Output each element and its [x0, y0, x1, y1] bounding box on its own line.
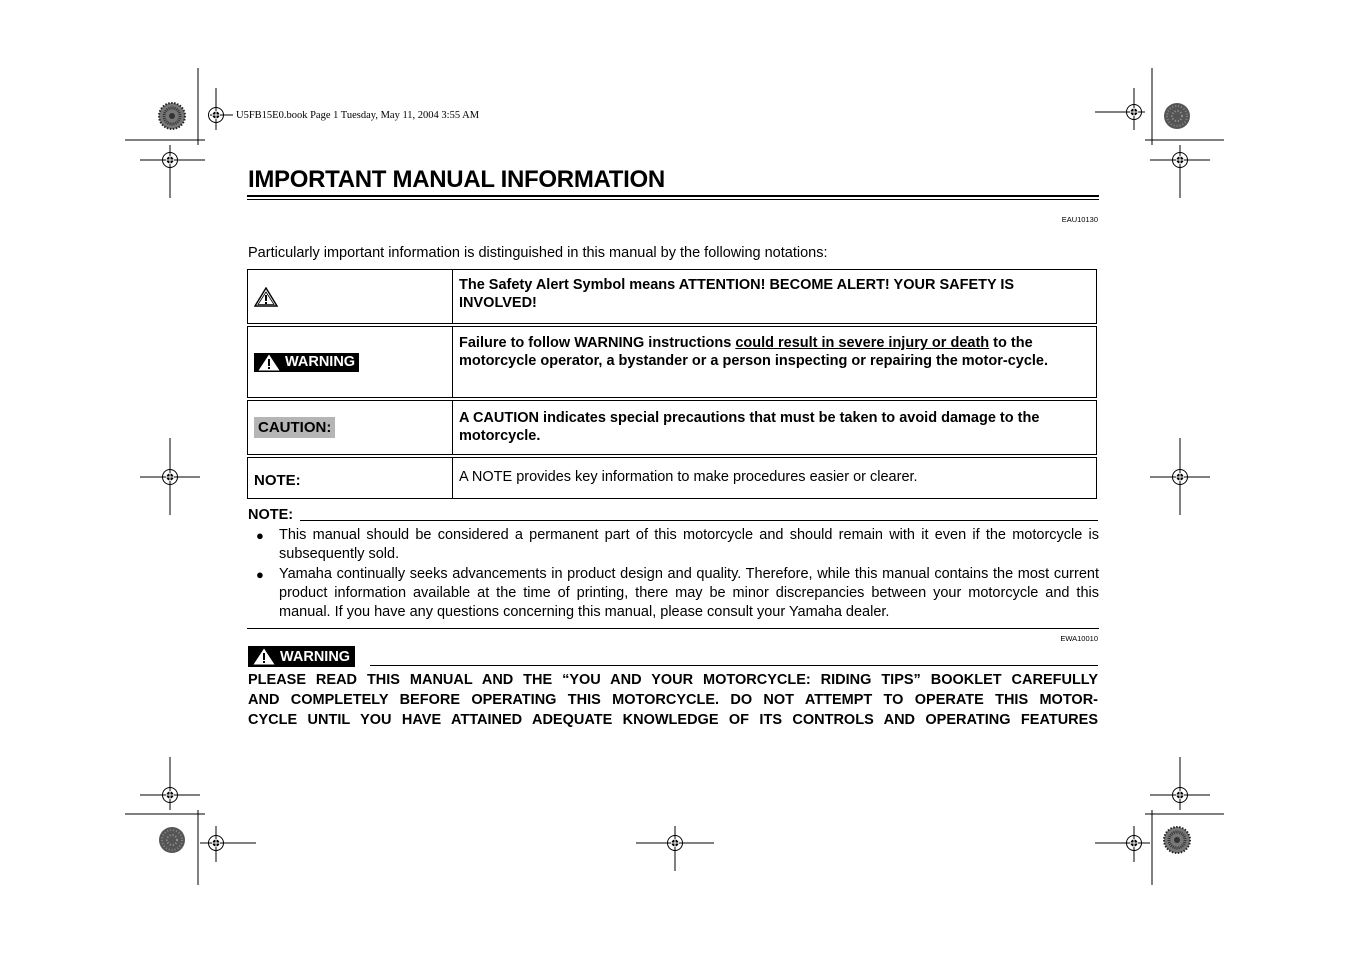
warning-line: CYCLE UNTIL YOU HAVE ATTAINED ADEQUATE KNOWLEDGE OF ITS CONTROLS AND OPERATING FEATURES [248, 712, 1098, 728]
note-heading-rule [300, 520, 1098, 521]
warning-line: AND COMPLETELY BEFORE OPERATING THIS MOTORCYCLE. DO NOT ATTEMPT TO OPERATE THIS MOTOR- [248, 692, 1098, 708]
warning-line: PLEASE READ THIS MANUAL AND THE “YOU AND YOUR MOTORCYCLE: RIDING TIPS” BOOKLET CAREFULLY [248, 672, 1098, 688]
title-rule-thin [247, 199, 1099, 200]
bullet-text: Yamaha continually seeks advancements in product design and quality. Therefore, while this manual contains the most current product information available at the time of printing, there may be minor discrepancies between your motorcycle and this manual. If you have any questions concerning this manual, please consult your Yamaha dealer. [279, 565, 1099, 621]
notation-row-note [247, 457, 1097, 499]
book-header-info: U5FB15E0.book Page 1 Tuesday, May 11, 2004 3:55 AM [236, 110, 480, 121]
doc-code-bottom: EWA10010 [1060, 634, 1098, 643]
warning-text-start: Failure to follow WARNING instructions [459, 335, 736, 351]
intro-text: Particularly important information is distinguished in this manual by the following notations: [248, 245, 828, 261]
warning-badge-label: WARNING [285, 354, 356, 370]
warning-triangle-icon [258, 354, 280, 371]
bullet-icon: ● [256, 566, 264, 582]
caution-badge: CAUTION: [254, 417, 335, 438]
warning-text-end: to the motorcycle operator, a bystander or a person inspecting or repairing the motor-cycle. [459, 335, 1049, 369]
page-title: IMPORTANT MANUAL INFORMATION [248, 166, 665, 193]
note-bullet-list [256, 526, 1099, 622]
bullet-icon: ● [256, 528, 264, 543]
safety-alert-description: The Safety Alert Symbol means ATTENTION! BECOME ALERT! YOUR SAFETY IS INVOLVED! [459, 277, 1015, 311]
title-rule [247, 195, 1099, 197]
note-label: NOTE: [254, 471, 301, 489]
notation-label-cell [248, 401, 453, 454]
warning-text-underlined: could result in severe injury or death [735, 335, 990, 351]
notation-label-cell [248, 270, 453, 323]
warning-heading-rule [370, 665, 1098, 666]
warning-description [453, 327, 1096, 397]
note-end-rule [247, 628, 1099, 629]
notation-label-cell [248, 327, 453, 397]
list-item [256, 526, 1099, 565]
list-item [256, 565, 1099, 623]
bullet-text: This manual should be considered a permanent part of this motorcycle and should remain with it even if the motorcycle is subsequently sold. [279, 527, 1099, 563]
notation-label-cell [248, 458, 453, 498]
warning-badge [248, 646, 355, 667]
caution-description: A CAUTION indicates special precautions that must be taken to avoid damage to the motorcycle. [459, 410, 1040, 444]
warning-block-header [248, 646, 355, 670]
note-heading: NOTE: [248, 507, 294, 523]
doc-code-top: EAU10130 [1061, 215, 1098, 224]
warning-badge-label: WARNING [280, 648, 351, 665]
note-description: A NOTE provides key information to make procedures easier or clearer. [459, 469, 918, 485]
notation-row-warning [247, 326, 1097, 398]
safety-alert-triangle-icon [254, 287, 278, 307]
warning-block-text [248, 670, 1098, 730]
notation-row-caution [247, 400, 1097, 455]
warning-badge [254, 353, 359, 372]
notation-row-safety [247, 269, 1097, 324]
warning-triangle-icon [253, 648, 275, 665]
